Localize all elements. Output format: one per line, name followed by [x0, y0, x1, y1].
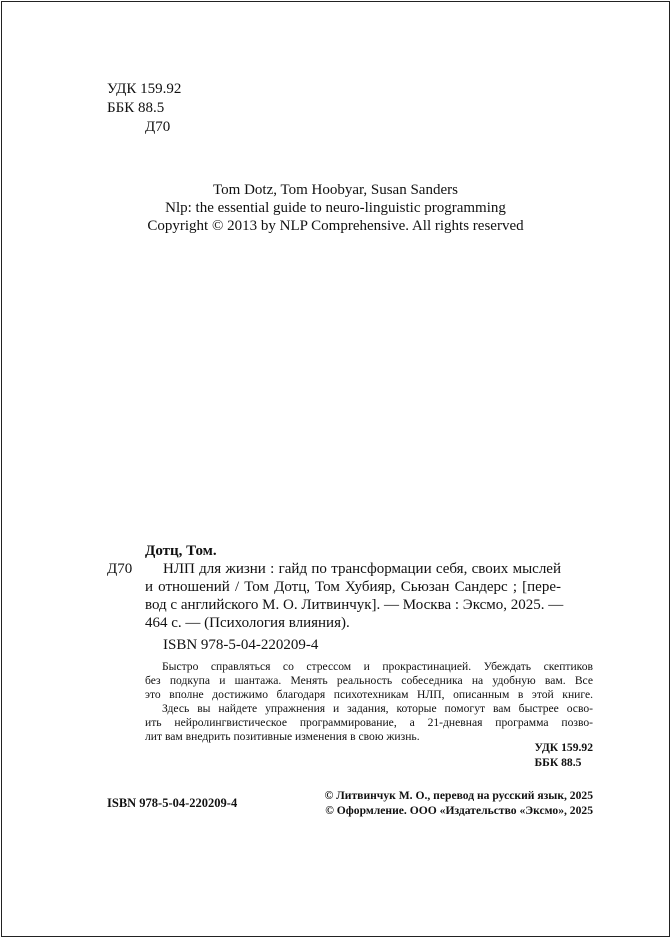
annotation-line: Быстро справляться со стрессом и прокрастинацией. Убеждать скептиков	[162, 660, 593, 673]
annotation-line: это вполне достижимо благодаря психотехникам НЛП, описанным в этой книге.	[145, 688, 593, 701]
original-title: Nlp: the essential guide to neuro-linguistic programming	[165, 200, 506, 216]
bottom-bbk: ББК 88.5	[534, 755, 582, 769]
annotation-line: без подкупа и шантажа. Менять реальность собеседника на удобную вам. Все	[145, 674, 593, 687]
original-copyright: Copyright © 2013 by NLP Comprehensive. All rights reserved	[147, 218, 524, 234]
record-line: и отношений / Том Дотц, Том Хубияр, Сьюзан Сандерс ; [пере-	[145, 579, 561, 595]
bottom-udk: УДК 159.92	[534, 741, 593, 754]
record-line: НЛП для жизни : гайд по трансформации себя, своих мыслей	[163, 561, 561, 577]
record-isbn: ISBN 978-5-04-220209-4	[163, 637, 319, 653]
annotation-line: лит вам внедрить позитивные изменения в свою жизнь.	[145, 730, 420, 743]
udk-code: УДК 159.92	[107, 81, 182, 97]
bbk-code: ББК 88.5	[107, 100, 165, 116]
record-line: 464 с. — (Психология влияния).	[145, 615, 350, 631]
original-authors: Tom Dotz, Tom Hoobyar, Susan Sanders	[213, 182, 458, 198]
record-mark: Д70	[107, 561, 133, 577]
copyright-design: © Оформление. ООО «Издательство «Эксмо», 2025	[325, 803, 593, 817]
annotation-line: ить нейролингвистическое программирование, а 21-дневная программа позво-	[145, 716, 593, 729]
bottom-isbn: ISBN 978-5-04-220209-4	[107, 796, 238, 811]
copyright-translation: © Литвинчук М. О., перевод на русский язык, 2025	[324, 789, 593, 802]
record-line: вод с английского М. О. Литвинчук]. — Москва : Эксмо, 2025. —	[145, 597, 564, 613]
record-author: Дотц, Том.	[145, 543, 217, 559]
bottom-codes	[534, 742, 593, 770]
annotation-line: Здесь вы найдете упражнения и задания, которые помогут вам быстрее осво-	[162, 702, 593, 715]
author-mark: Д70	[145, 119, 171, 135]
copyright-block	[325, 790, 593, 818]
bottom-row	[107, 790, 593, 818]
